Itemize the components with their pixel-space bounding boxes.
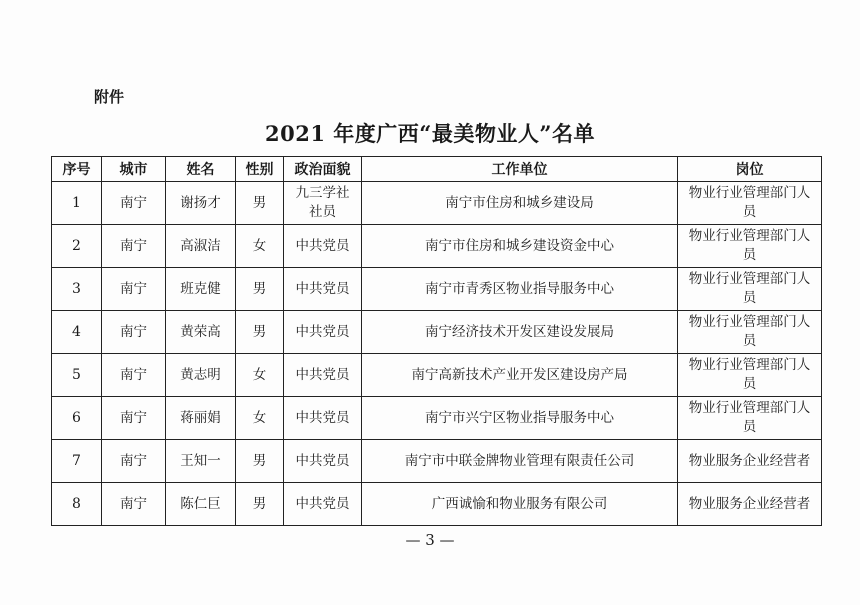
roster-table [51,156,822,526]
header-city: 城市 [102,157,166,182]
table-row [52,440,822,483]
cell-name: 班克健 [166,268,236,311]
table-row [52,182,822,225]
cell-name: 高淑洁 [166,225,236,268]
table-row [52,268,822,311]
cell-gender: 男 [236,182,284,225]
cell-no: 3 [52,268,102,311]
cell-no: 4 [52,311,102,354]
cell-position: 物业行业管理部门人员 [678,225,822,268]
table-row [52,483,822,526]
header-position: 岗位 [678,157,822,182]
header-unit: 工作单位 [362,157,678,182]
cell-city: 南宁 [102,483,166,526]
cell-no: 7 [52,440,102,483]
cell-unit: 南宁经济技术开发区建设发展局 [362,311,678,354]
cell-political: 中共党员 [284,483,362,526]
cell-political: 中共党员 [284,440,362,483]
table-row [52,354,822,397]
table-row [52,225,822,268]
cell-no: 1 [52,182,102,225]
cell-position: 物业行业管理部门人员 [678,311,822,354]
cell-city: 南宁 [102,440,166,483]
cell-unit: 广西诚愉和物业服务有限公司 [362,483,678,526]
cell-gender: 女 [236,354,284,397]
cell-political: 中共党员 [284,268,362,311]
cell-position: 物业服务企业经营者 [678,483,822,526]
cell-position: 物业行业管理部门人员 [678,268,822,311]
cell-political: 中共党员 [284,397,362,440]
cell-position: 物业行业管理部门人员 [678,354,822,397]
cell-unit: 南宁市中联金牌物业管理有限责任公司 [362,440,678,483]
cell-city: 南宁 [102,225,166,268]
cell-position: 物业行业管理部门人员 [678,182,822,225]
page-number: — 3 — [405,531,455,549]
table-row [52,311,822,354]
cell-no: 2 [52,225,102,268]
cell-city: 南宁 [102,311,166,354]
cell-city: 南宁 [102,268,166,311]
cell-unit: 南宁市住房和城乡建设局 [362,182,678,225]
cell-name: 黄志明 [166,354,236,397]
cell-unit: 南宁市兴宁区物业指导服务中心 [362,397,678,440]
cell-unit: 南宁市住房和城乡建设资金中心 [362,225,678,268]
cell-unit: 南宁高新技术产业开发区建设房产局 [362,354,678,397]
attachment-label: 附件 [94,88,125,106]
cell-name: 谢扬才 [166,182,236,225]
cell-position: 物业行业管理部门人员 [678,397,822,440]
cell-gender: 男 [236,483,284,526]
cell-unit: 南宁市青秀区物业指导服务中心 [362,268,678,311]
document-title: 2021 年度广西“最美物业人”名单 [265,121,595,146]
table-header-row [52,157,822,182]
cell-no: 5 [52,354,102,397]
header-political: 政治面貌 [284,157,362,182]
cell-gender: 女 [236,225,284,268]
cell-name: 陈仁巨 [166,483,236,526]
cell-gender: 男 [236,311,284,354]
cell-city: 南宁 [102,354,166,397]
cell-city: 南宁 [102,397,166,440]
cell-gender: 女 [236,397,284,440]
header-no: 序号 [52,157,102,182]
cell-no: 8 [52,483,102,526]
header-name: 姓名 [166,157,236,182]
header-gender: 性别 [236,157,284,182]
cell-city: 南宁 [102,182,166,225]
cell-name: 王知一 [166,440,236,483]
cell-gender: 男 [236,268,284,311]
cell-gender: 男 [236,440,284,483]
cell-political: 中共党员 [284,354,362,397]
cell-political: 中共党员 [284,225,362,268]
table-row [52,397,822,440]
cell-no: 6 [52,397,102,440]
cell-political: 九三学社社员 [284,182,362,225]
cell-position: 物业服务企业经营者 [678,440,822,483]
cell-political: 中共党员 [284,311,362,354]
cell-name: 黄荣高 [166,311,236,354]
cell-name: 蒋丽娟 [166,397,236,440]
